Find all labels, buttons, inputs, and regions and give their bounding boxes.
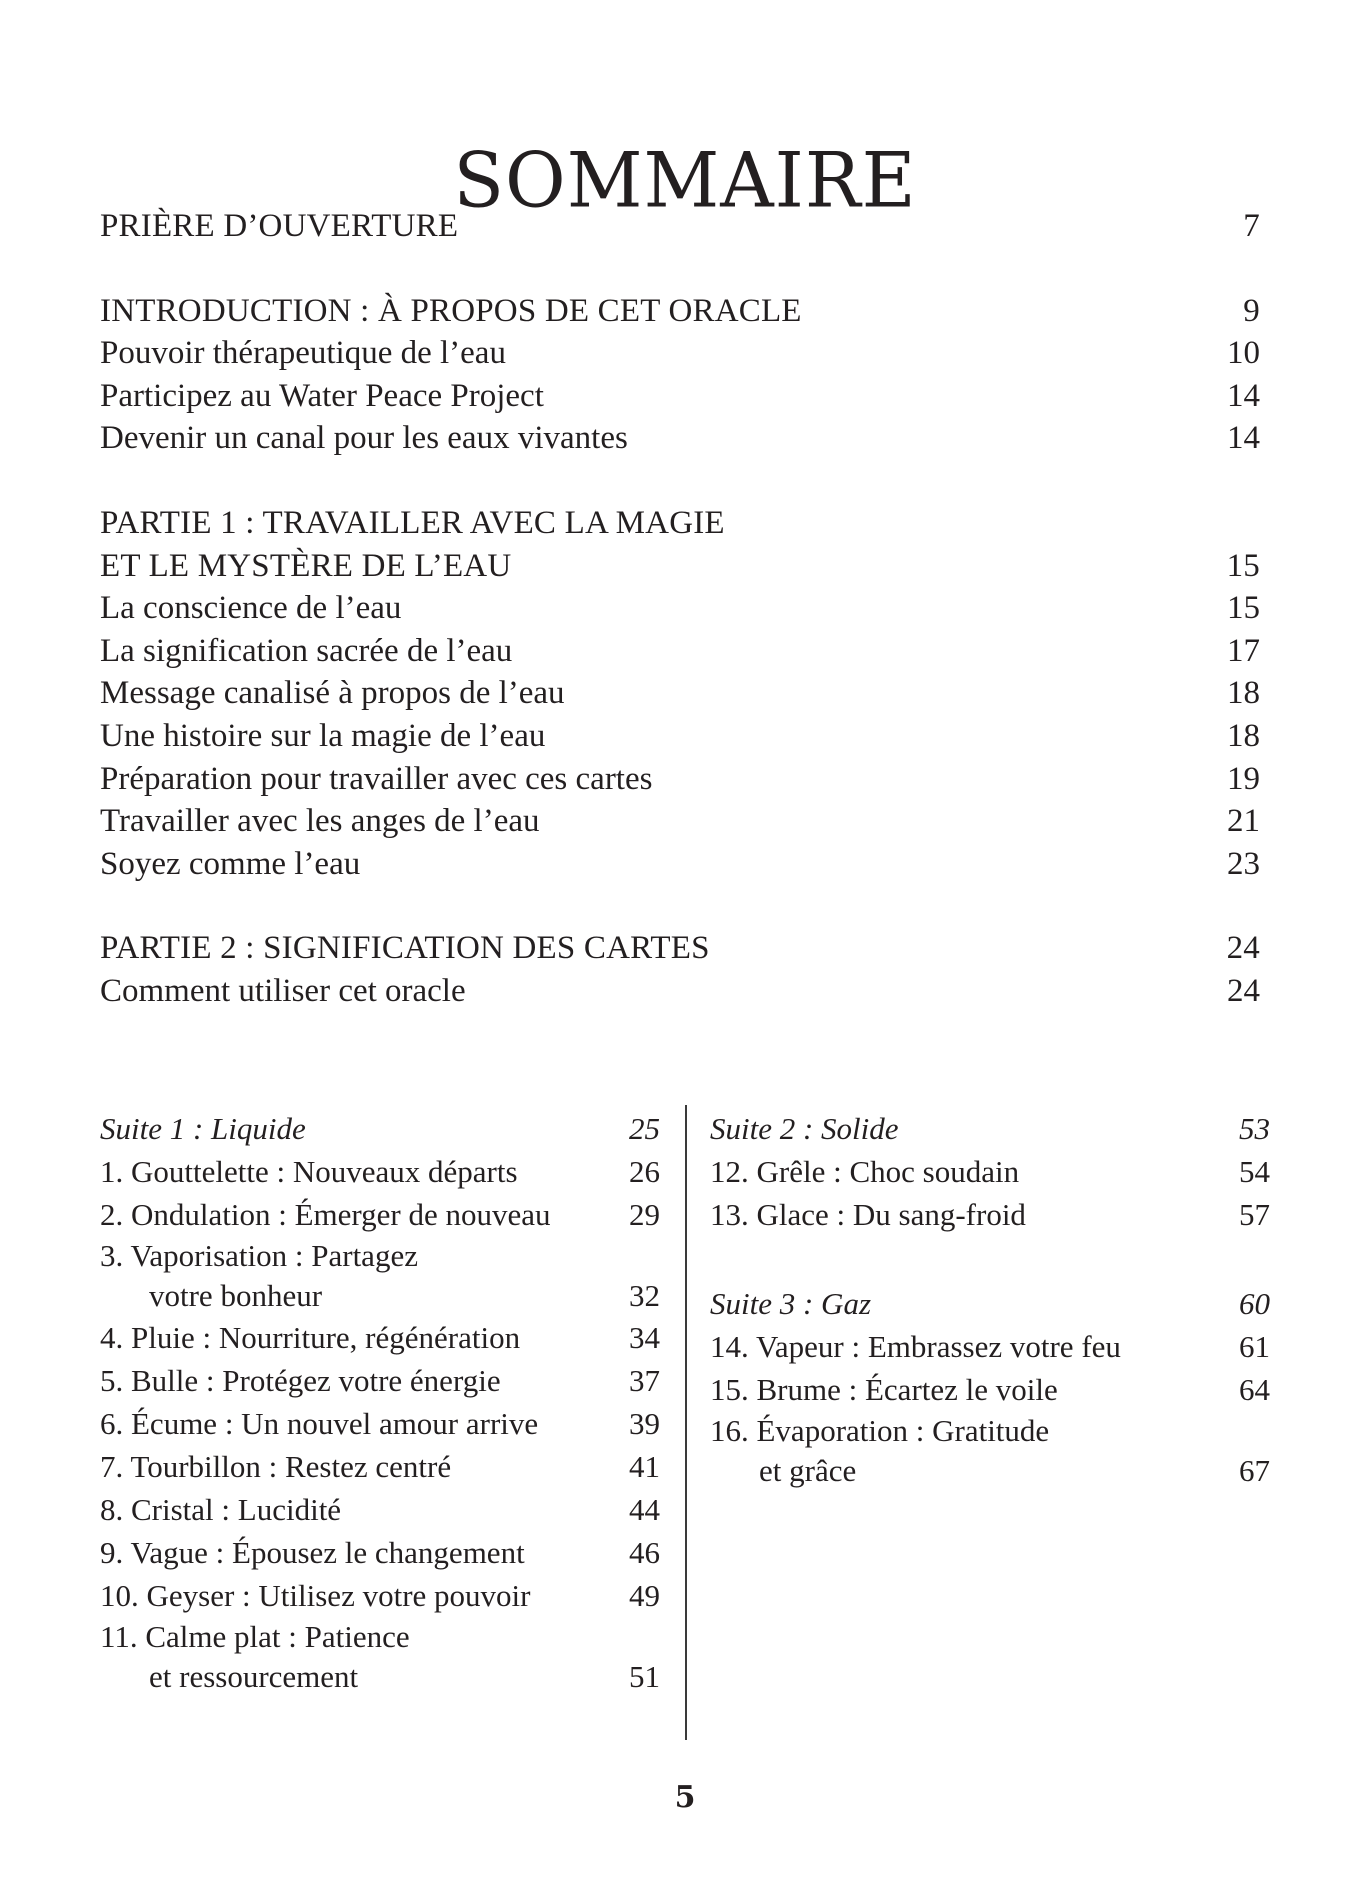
toc-heading-label: PARTIE 2 : SIGNIFICATION DES CARTES [100,930,710,967]
card-label: 2. Ondulation : Émerger de nouveau [100,1197,551,1232]
toc-item-label: Pouvoir thérapeutique de l’eau [100,335,506,372]
toc-item[interactable] [100,417,1260,460]
card-item-continued[interactable] [100,1276,660,1316]
toc-item-label: La signification sacrée de l’eau [100,632,513,669]
suite-heading-solide[interactable] [710,1107,1270,1150]
page-title: SOMMAIRE [453,136,917,225]
card-item[interactable] [100,1193,660,1236]
toc-item[interactable] [100,630,1260,673]
toc-page-number: 14 [1227,420,1260,457]
toc-page-number: 37 [629,1363,660,1398]
toc-item-label: Comment utiliser cet oracle [100,972,466,1009]
page-number: 5 [674,1780,696,1815]
card-item[interactable] [100,1359,660,1402]
toc-page-number: 24 [1227,972,1260,1009]
toc-item-label: Travailler avec les anges de l’eau [100,803,540,840]
toc-page-number: 44 [629,1492,660,1527]
spacer [100,885,1260,927]
card-label-continued: et grâce [759,1453,857,1488]
card-item[interactable] [100,1236,660,1276]
card-label: 8. Cristal : Lucidité [100,1492,342,1527]
toc-page-number: 57 [1239,1197,1270,1232]
toc-heading-label: ET LE MYSTÈRE DE L’EAU [100,547,512,584]
toc-page-number: 61 [1239,1329,1270,1364]
card-label: 1. Gouttelette : Nouveaux départs [100,1154,518,1189]
spacer [100,460,1260,502]
toc-page-number: 10 [1227,335,1260,372]
suite-title: Suite 1 : Liquide [100,1111,306,1146]
toc-heading-partie-1-line1[interactable] [100,502,1260,545]
toc-page-number: 15 [1226,547,1260,584]
toc-item[interactable] [100,715,1260,758]
spacer [100,248,1260,290]
toc-item-label: Soyez comme l’eau [100,845,361,882]
card-label: 10. Geyser : Utilisez votre pouvoir [100,1578,531,1613]
toc-main [100,205,1260,1013]
toc-heading-label: PARTIE 1 : TRAVAILLER AVEC LA MAGIE [100,504,725,541]
toc-page-number: 60 [1239,1286,1270,1321]
toc-item[interactable] [100,375,1260,418]
card-label: 12. Grêle : Choc soudain [710,1154,1020,1189]
column-divider [685,1105,687,1740]
suite-title: Suite 3 : Gaz [710,1286,872,1321]
toc-item[interactable] [100,587,1260,630]
toc-heading-partie-2[interactable] [100,927,1260,970]
toc-heading-priere[interactable] [100,205,1260,248]
card-item[interactable] [100,1445,660,1488]
toc-page-number: 18 [1227,717,1260,754]
toc-page-number: 15 [1227,590,1260,627]
card-label-continued: et ressourcement [149,1659,359,1694]
card-item[interactable] [100,1574,660,1617]
toc-page-number: 41 [629,1449,660,1484]
toc-item-label: Devenir un canal pour les eaux vivantes [100,420,628,457]
toc-page-number: 51 [629,1659,660,1694]
toc-page-number: 14 [1227,377,1260,414]
card-item[interactable] [100,1316,660,1359]
card-item[interactable] [710,1368,1270,1411]
card-item[interactable] [100,1150,660,1193]
card-item[interactable] [100,1617,660,1657]
toc-page-number: 67 [1239,1453,1270,1488]
suite-title: Suite 2 : Solide [710,1111,899,1146]
toc-page-number: 17 [1227,632,1260,669]
card-item[interactable] [100,1531,660,1574]
card-label: 7. Tourbillon : Restez centré [100,1449,452,1484]
card-item[interactable] [100,1402,660,1445]
card-label: 15. Brume : Écartez le voile [710,1372,1058,1407]
card-label: 5. Bulle : Protégez votre énergie [100,1363,501,1398]
toc-page-number: 26 [629,1154,660,1189]
toc-page-number: 21 [1227,803,1260,840]
toc-page-number: 18 [1227,675,1260,712]
suite-solide-gaz [710,1107,1270,1491]
card-label: 11. Calme plat : Patience [100,1619,410,1654]
toc-item[interactable] [100,672,1260,715]
toc-item[interactable] [100,970,1260,1013]
card-label: 16. Évaporation : Gratitude [710,1413,1050,1448]
toc-item[interactable] [100,800,1260,843]
suite-liquide [100,1107,660,1697]
toc-page-number: 25 [629,1111,660,1146]
toc-item-label: La conscience de l’eau [100,590,402,627]
card-label: 14. Vapeur : Embrassez votre feu [710,1329,1121,1364]
card-label: 6. Écume : Un nouvel amour arrive [100,1406,539,1441]
card-item[interactable] [710,1411,1270,1451]
toc-page-number: 19 [1227,760,1260,797]
toc-heading-partie-1-line2[interactable] [100,545,1260,588]
toc-page-number: 9 [1243,292,1260,329]
toc-page-number: 24 [1226,930,1260,967]
toc-page-number: 49 [629,1578,660,1613]
card-item-continued[interactable] [100,1657,660,1697]
toc-page-number: 34 [629,1320,660,1355]
card-item[interactable] [710,1150,1270,1193]
card-item-continued[interactable] [710,1451,1270,1491]
toc-item-label: Une histoire sur la magie de l’eau [100,717,546,754]
suite-heading-liquide[interactable] [100,1107,660,1150]
card-item[interactable] [710,1193,1270,1236]
card-item[interactable] [710,1325,1270,1368]
toc-page-number: 32 [629,1278,660,1313]
toc-heading-label: PRIÈRE D’OUVERTURE [100,208,459,244]
toc-page-number: 29 [629,1197,660,1232]
toc-item-label: Message canalisé à propos de l’eau [100,675,565,712]
toc-heading-introduction[interactable] [100,290,1260,333]
card-label: 4. Pluie : Nourriture, régénération [100,1320,521,1355]
toc-page-number: 39 [629,1406,660,1441]
card-label-continued: votre bonheur [149,1278,323,1313]
toc-page-number: 64 [1239,1372,1270,1407]
toc-item[interactable] [100,843,1260,886]
card-label: 3. Vaporisation : Partagez [100,1238,418,1273]
toc-page-number: 7 [1243,208,1260,244]
toc-page-number: 54 [1239,1154,1270,1189]
spacer [710,1236,1270,1282]
toc-page-number: 53 [1239,1111,1270,1146]
card-item[interactable] [100,1488,660,1531]
toc-page-number: 46 [629,1535,660,1570]
toc-item-label: Participez au Water Peace Project [100,377,544,414]
toc-item[interactable] [100,332,1260,375]
toc-heading-label: INTRODUCTION : À PROPOS DE CET ORACLE [100,292,802,329]
toc-page-number: 23 [1227,845,1260,882]
suite-heading-gaz[interactable] [710,1282,1270,1325]
card-label: 13. Glace : Du sang-froid [710,1197,1026,1232]
card-label: 9. Vague : Épousez le changement [100,1535,525,1570]
toc-item[interactable] [100,758,1260,801]
toc-item-label: Préparation pour travailler avec ces cartes [100,760,653,797]
